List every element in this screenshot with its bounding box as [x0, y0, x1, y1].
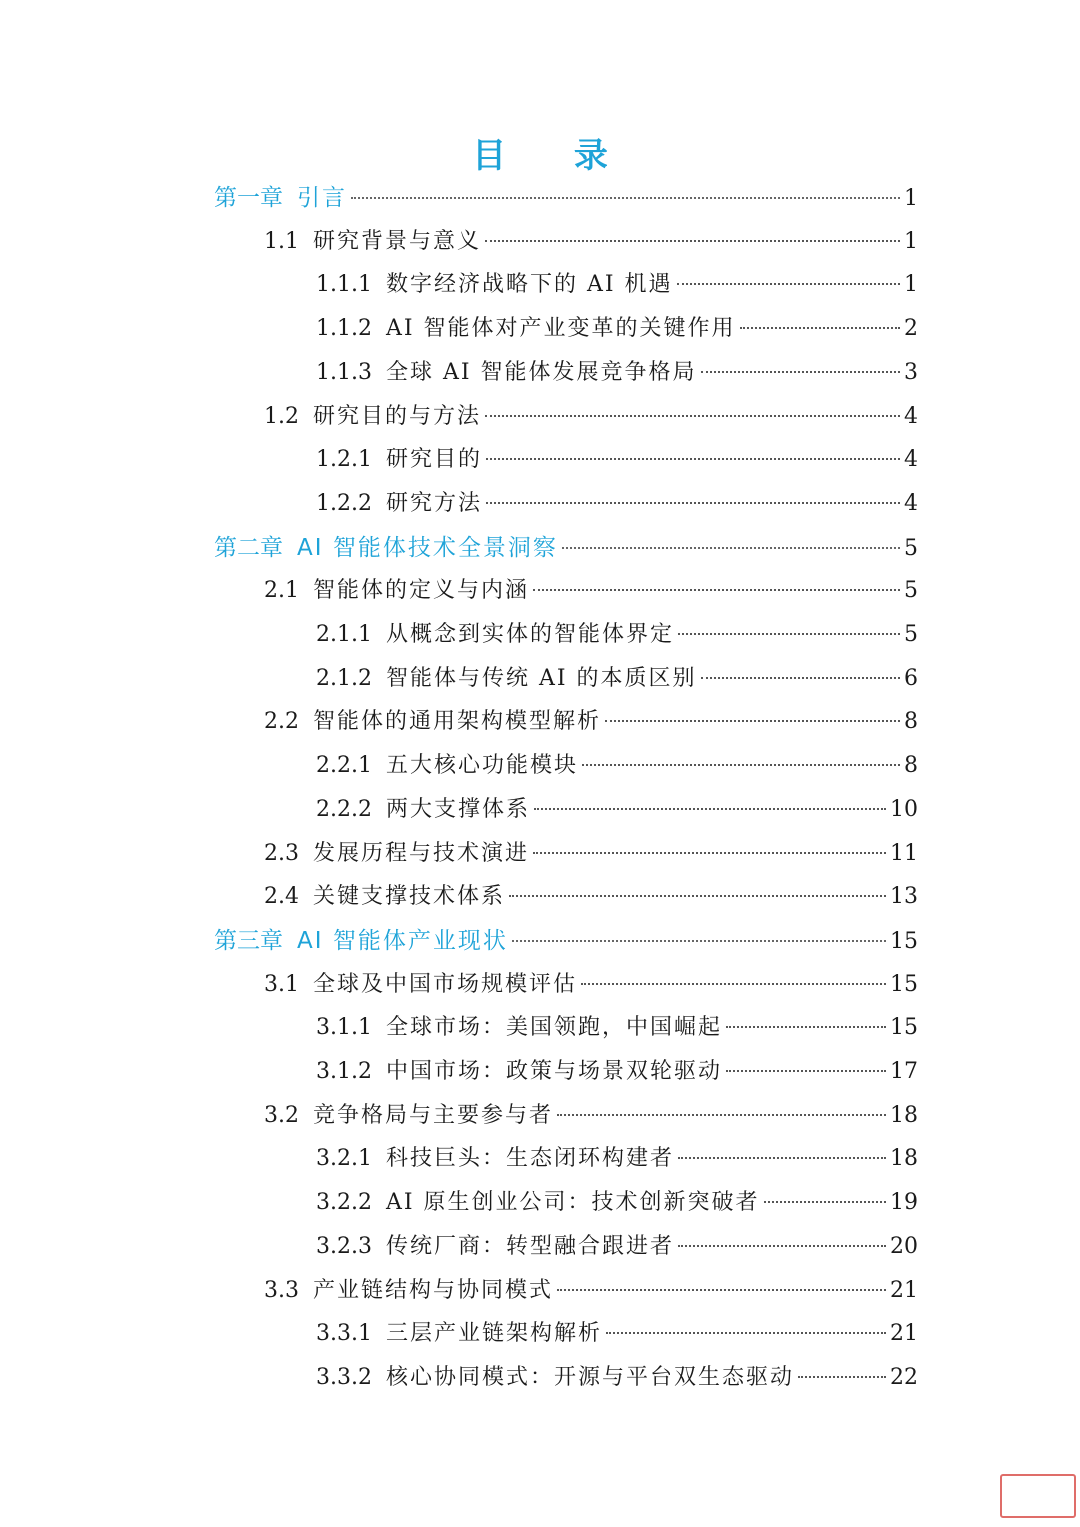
toc-entry[interactable] — [316, 1227, 918, 1267]
toc-entry-number: 2.2 — [264, 709, 299, 735]
toc-entry-number: 3.2 — [264, 1102, 299, 1128]
toc-entry-page: 15 — [890, 928, 918, 954]
dot-leader — [798, 1376, 886, 1378]
toc-entry-number: 第三章 — [214, 927, 283, 954]
toc-entry[interactable] — [316, 1183, 918, 1223]
toc-entry-number: 1.2 — [264, 403, 299, 429]
toc-entry-number: 3.1.2 — [316, 1059, 372, 1084]
toc-entry-title: AI 原生创业公司：技术创新突破者 — [385, 1190, 760, 1216]
toc-entry-title: AI 智能体对产业变革的关键作用 — [385, 316, 736, 342]
watermark-stamp — [1000, 1474, 1076, 1518]
dot-leader — [701, 677, 900, 679]
toc-entry[interactable] — [316, 265, 918, 305]
toc-entry-number: 3.2.2 — [316, 1190, 372, 1216]
toc-entry-page: 8 — [904, 709, 918, 735]
toc-entry[interactable] — [264, 702, 918, 742]
dot-leader — [486, 502, 900, 504]
dot-leader — [701, 371, 900, 373]
dot-leader — [512, 940, 886, 942]
toc-entry-title: 数字经济战略下的 AI 机遇 — [385, 272, 673, 298]
toc-entry-number: 2.1.2 — [316, 665, 372, 691]
toc-entry[interactable] — [264, 877, 918, 917]
toc-entry[interactable] — [316, 790, 918, 830]
toc-entry-title: 发展历程与技术演进 — [313, 840, 530, 866]
dot-leader — [533, 589, 900, 591]
dot-leader — [562, 547, 900, 549]
toc-entry-number: 2.1 — [264, 578, 299, 604]
toc-entry-page: 1 — [904, 186, 918, 211]
toc-entry-page: 18 — [890, 1102, 918, 1128]
toc-entry[interactable] — [316, 1008, 918, 1048]
toc-entry[interactable] — [264, 222, 918, 262]
toc-entry-title: 研究目的 — [385, 447, 482, 473]
toc-entry-page: 4 — [904, 447, 918, 473]
toc-entry[interactable] — [264, 397, 918, 437]
dot-leader — [678, 633, 900, 635]
toc-entry-title: 全球及中国市场规模评估 — [313, 971, 578, 997]
dot-leader — [509, 895, 886, 897]
toc-entry-number: 2.2.1 — [316, 753, 372, 779]
dot-leader — [485, 240, 900, 242]
toc-entry[interactable] — [316, 746, 918, 786]
toc-entry[interactable] — [264, 1271, 918, 1311]
toc-entry-number: 第一章 — [214, 185, 283, 211]
toc-entry[interactable] — [214, 178, 918, 218]
toc-entry[interactable] — [264, 834, 918, 874]
toc-entry-page: 1 — [904, 272, 918, 298]
toc-entry-number: 3.3 — [264, 1277, 299, 1303]
toc-entry-title: 智能体与传统 AI 的本质区别 — [385, 665, 697, 691]
toc-entry[interactable] — [316, 659, 918, 699]
toc-entry-number: 1.2.1 — [316, 447, 372, 473]
toc-entry[interactable] — [316, 484, 918, 524]
toc-entry-number: 2.2.2 — [316, 796, 372, 822]
toc-entry-title: 智能体的定义与内涵 — [313, 578, 530, 604]
toc-entry-number: 3.1 — [264, 971, 299, 997]
dot-leader — [581, 983, 886, 985]
toc-entry-number: 1.1.2 — [316, 316, 372, 342]
toc-entry-page: 22 — [890, 1364, 918, 1390]
toc-entry-title: 研究方法 — [385, 490, 482, 516]
toc-entry-title: AI 智能体技术全景洞察 — [297, 534, 558, 561]
toc-entry-title: 关键支撑技术体系 — [313, 884, 506, 910]
toc-entry-page: 15 — [890, 971, 918, 997]
dot-leader — [533, 852, 886, 854]
toc-entry[interactable] — [264, 1096, 918, 1136]
toc-entry-number: 2.3 — [264, 840, 299, 866]
dot-leader — [740, 327, 900, 329]
toc-entry-page: 19 — [890, 1190, 918, 1216]
toc-entry-number: 1.2.2 — [316, 490, 372, 516]
toc-entry[interactable] — [316, 440, 918, 480]
toc-entry-page: 13 — [890, 884, 918, 910]
toc-entry-number: 2.1.1 — [316, 622, 372, 647]
toc-entry-page: 11 — [890, 840, 918, 866]
toc-entry-title: 三层产业链架构解析 — [385, 1321, 602, 1347]
toc-entry-title: AI 智能体产业现状 — [297, 927, 508, 954]
toc-entry-title: 引言 — [297, 185, 347, 211]
toc-entry-number: 3.1.1 — [316, 1015, 372, 1041]
toc-entry-page: 3 — [904, 359, 918, 385]
toc-entry-page: 8 — [904, 753, 918, 779]
toc-entry-page: 4 — [904, 490, 918, 516]
toc-entry[interactable] — [316, 1314, 918, 1354]
toc-entry-number: 1.1.1 — [316, 272, 372, 298]
toc-entry-title: 研究目的与方法 — [313, 403, 482, 429]
toc-entry[interactable] — [214, 921, 918, 961]
toc-entry-page: 2 — [904, 316, 918, 342]
toc-entry-page: 21 — [890, 1321, 918, 1347]
toc-entry-number: 1.1 — [264, 228, 299, 254]
toc-entry-title: 核心协同模式：开源与平台双生态驱动 — [385, 1364, 794, 1390]
dot-leader — [677, 283, 900, 285]
toc-entry-title: 两大支撑体系 — [385, 796, 530, 822]
toc-entry-title: 科技巨头：生态闭环构建者 — [385, 1146, 674, 1172]
toc-entry-page: 6 — [904, 665, 918, 691]
dot-leader — [678, 1157, 886, 1159]
dot-leader — [351, 197, 900, 199]
dot-leader — [557, 1289, 886, 1291]
toc-entry-page: 5 — [904, 535, 918, 561]
toc-entry-title: 全球 AI 智能体发展竞争格局 — [385, 359, 697, 385]
dot-leader — [486, 458, 900, 460]
toc-entry[interactable] — [214, 528, 918, 568]
toc-entry-title: 传统厂商：转型融合跟进者 — [385, 1233, 674, 1259]
toc-entry-title: 中国市场：政策与场景双轮驱动 — [385, 1059, 722, 1084]
toc-entry[interactable] — [316, 309, 918, 349]
dot-leader — [726, 1026, 886, 1028]
dot-leader — [534, 808, 886, 810]
dot-leader — [557, 1114, 886, 1116]
toc-entry-page: 18 — [890, 1146, 918, 1172]
toc-entry-number: 第二章 — [214, 534, 283, 561]
dot-leader — [606, 1332, 886, 1334]
toc-entry-title: 全球市场：美国领跑，中国崛起 — [385, 1015, 722, 1041]
toc-entry-title: 产业链结构与协同模式 — [313, 1277, 554, 1303]
toc-entry-title: 竞争格局与主要参与者 — [313, 1102, 554, 1128]
toc-entry[interactable] — [316, 615, 918, 655]
dot-leader — [605, 720, 900, 722]
toc-entry-title: 智能体的通用架构模型解析 — [313, 709, 602, 735]
toc-entry-number: 3.3.2 — [316, 1364, 372, 1390]
toc-entry-number: 3.2.1 — [316, 1146, 372, 1172]
toc-entry[interactable] — [316, 1139, 918, 1179]
dot-leader — [764, 1201, 886, 1203]
toc-title: 目 录 — [472, 136, 636, 176]
toc-entry-page: 10 — [890, 796, 918, 822]
dot-leader — [485, 415, 900, 417]
toc-entry[interactable] — [316, 353, 918, 393]
toc-entry[interactable] — [264, 571, 918, 611]
toc-entry-page: 20 — [890, 1233, 918, 1259]
toc-entry-title: 研究背景与意义 — [313, 228, 482, 254]
toc-entry-page: 1 — [904, 228, 918, 254]
dot-leader — [582, 764, 900, 766]
toc-entry-number: 3.2.3 — [316, 1233, 372, 1259]
toc-entry-page: 5 — [904, 578, 918, 604]
toc-entry-page: 21 — [890, 1277, 918, 1303]
toc-entry-number: 2.4 — [264, 884, 299, 910]
toc-entry-title: 五大核心功能模块 — [385, 753, 578, 779]
toc-entry-page: 4 — [904, 403, 918, 429]
toc-entry-page: 15 — [890, 1015, 918, 1041]
toc-entry[interactable] — [316, 1052, 918, 1092]
toc-entry-number: 3.3.1 — [316, 1321, 372, 1347]
toc-entry-page: 17 — [890, 1059, 918, 1084]
toc-entry-page: 5 — [904, 622, 918, 647]
toc-entry-title: 从概念到实体的智能体界定 — [385, 622, 674, 647]
dot-leader — [678, 1245, 886, 1247]
toc-entry-number: 1.1.3 — [316, 359, 372, 385]
toc-entry[interactable] — [316, 1358, 918, 1398]
toc-entry[interactable] — [264, 965, 918, 1005]
dot-leader — [726, 1070, 886, 1072]
